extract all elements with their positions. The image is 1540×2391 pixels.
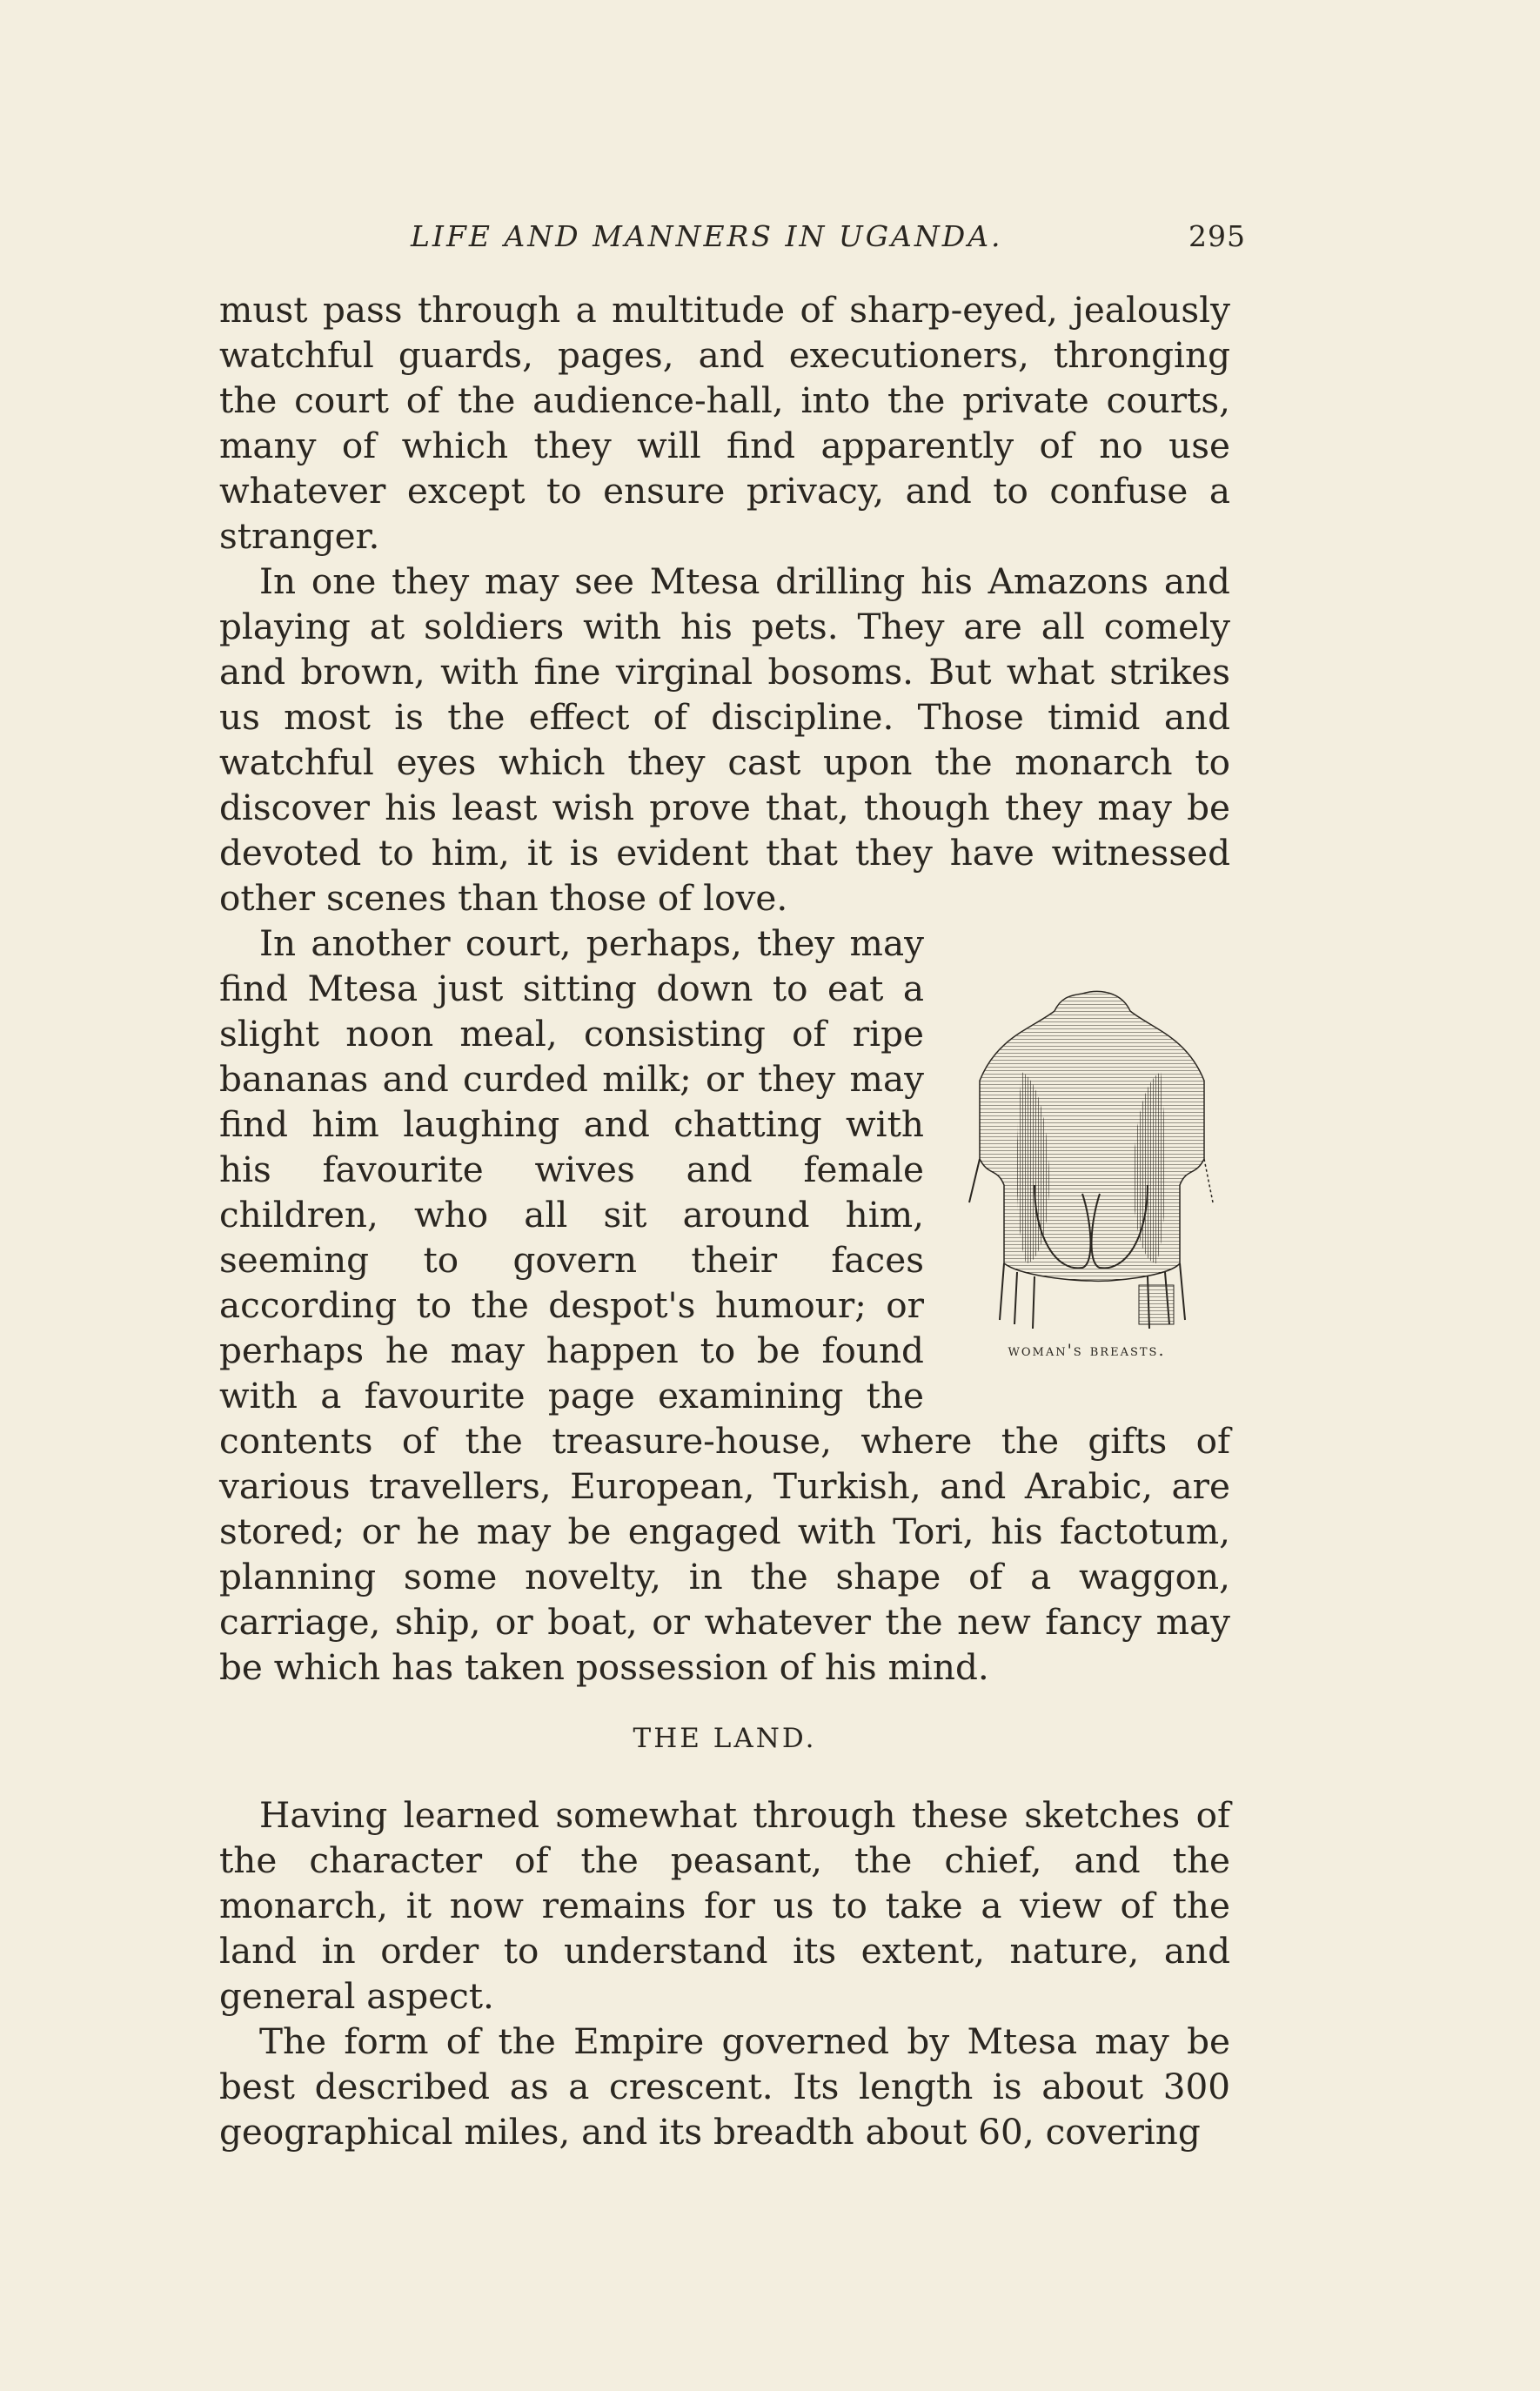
page-number: 295 (1188, 219, 1246, 253)
section-heading: THE LAND. (633, 1723, 817, 1754)
running-title: LIFE AND MANNERS IN UGANDA. (411, 219, 1003, 253)
paragraph-4: Having learned somewhat through these sketches of the character of the peasant, the chief, and the monarch, it now remains for us to take a view of the land in order to understand its extent, nature, and general aspect. (219, 1794, 1230, 2017)
running-head (219, 219, 1246, 268)
engraving-illustration-icon (952, 976, 1230, 1333)
paragraph-1: must pass through a multitude of sharp-eyed, jealously watchful guards, pages, and executioners, thronging the court of the audience-hall, into the private courts, many of which they will find apparently of no use whatever except to ensure privacy, and to confuse a stranger. (219, 289, 1230, 557)
paragraph-2: In one they may see Mtesa drilling his Amazons and playing at soldiers with his pets. They are all comely and brown, with fine virginal bosoms. But what strikes us most is the effect of discipline. Those timid and watchful eyes which they cast upon the monarch to discover his least wish prove that, though they may be devoted to him, it is evident that they have witnessed other scenes than those of love. (219, 560, 1230, 919)
body-text (219, 287, 1230, 2154)
paragraph-3: In another court, perhaps, they may find Mtesa just sitting down to eat a slight noon meal, consisting of ripe bananas and curded milk; or they may find him laughing and chatting with his favourite wives and female children, who all sit around him, seeming to govern their faces according to the despot's humour; or perhaps he may happen to be found with a favourite page examining the contents of the treasure-house, where the gifts of various travellers, European, Turkish, and Arabic, are stored; or he may be engaged with Tori, his factotum, planning some novelty, in the shape of a waggon, carriage, ship, or boat, or whatever the new fancy may be which has taken possession of his mind. (219, 922, 1230, 1688)
figure-caption: woman's breasts. (1008, 1341, 1166, 1360)
figure-woodcut (943, 976, 1230, 1385)
paragraph-5: The form of the Empire governed by Mtesa may be best described as a crescent. Its length is about 300 geographical miles, and its breadth about 60, covering (219, 2020, 1230, 2153)
